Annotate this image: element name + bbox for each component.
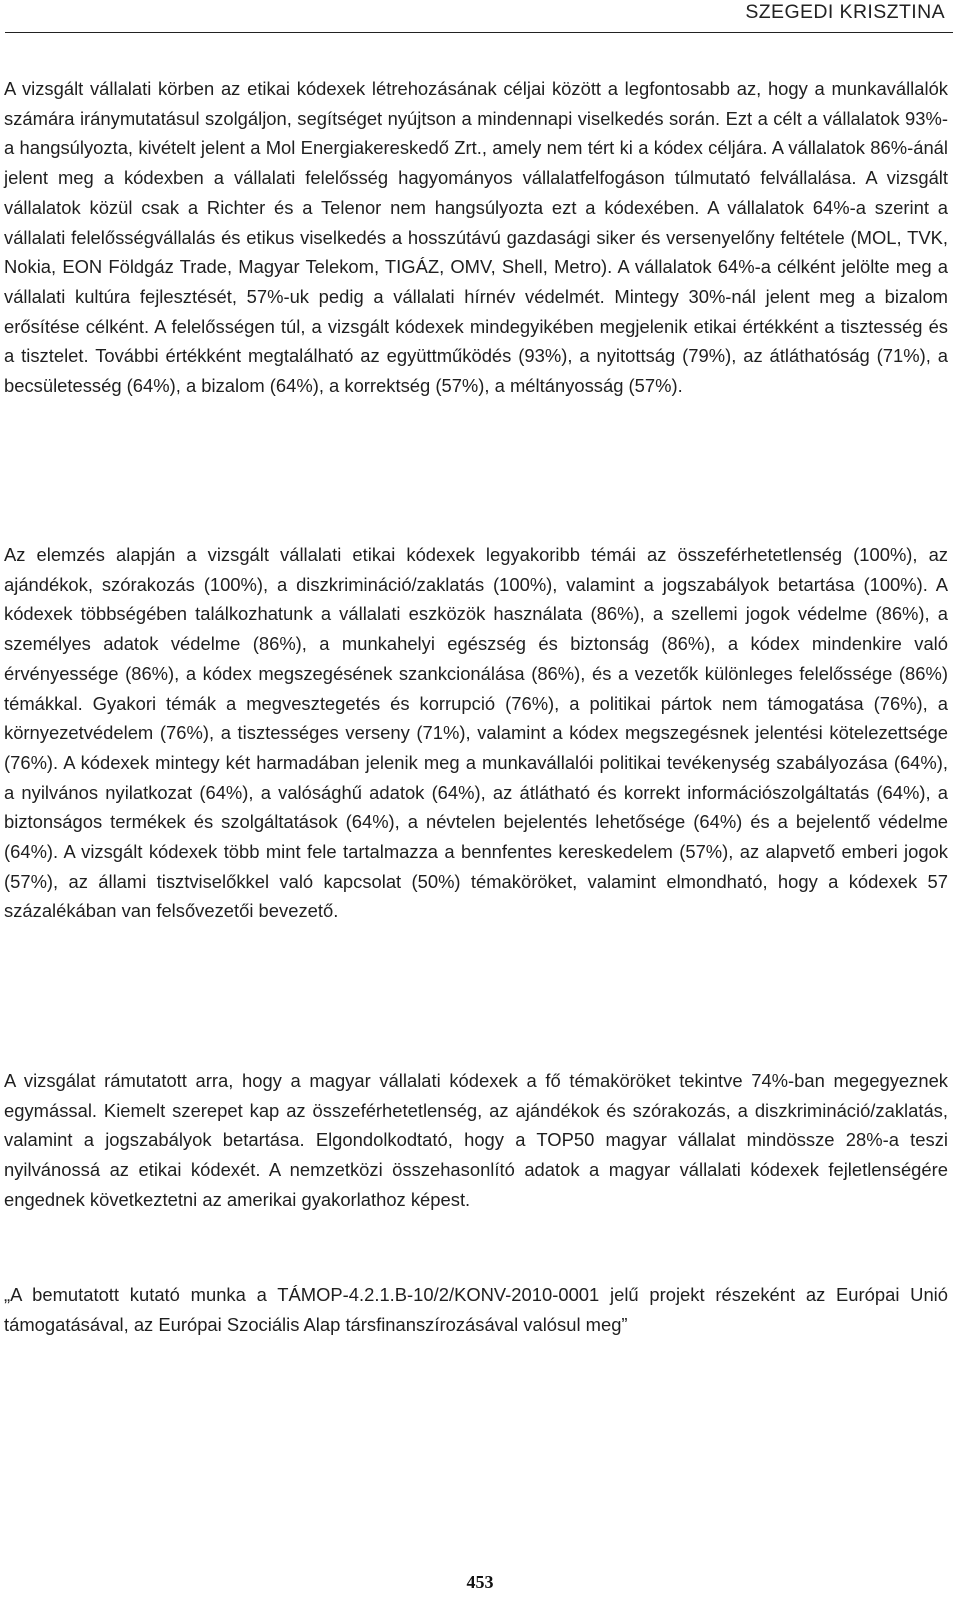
- paragraph-conclusion: A vizsgálat rámutatott arra, hogy a magyar vállalati kódexek a fő témaköröket tekintve 74%-ban megegyeznek egymással. Kiemelt szerepet kap az összeférhetetlenség, az ajándékok és szórakozás, a diszkrimináció/zaklatás, valamint a jogszabályok betartása. Elgondolkodtató, hogy a TOP50 magyar vállalat mindössze 28%-a teszi nyilvánossá az etikai kódexét. A nemzetközi összehasonlító adatok a magyar vállalati kódexek fejletlenségére engednek következtetni az amerikai gyakorlathoz képest.: [4, 1070, 948, 1210]
- paragraph-code-topics: Az elemzés alapján a vizsgált vállalati etikai kódexek legyakoribb témái az összeférhetetlenség (100%), az ajándékok, szórakozás (100%), a diszkrimináció/zaklatás (100%), valamint a jogszabályok betartása (100%). A kódexek többségében találkozhatunk a vállalati eszközök használata (86%), a szellemi jogok védelme (86%), a személyes adatok védelme (86%), a munkahelyi egészség és biztonság (86%), a kódex mindenkire való érvényessége (86%), a kódex megszegésének szankcionálása (86%), és a vezetők különleges felelőssége (86%) témákkal. Gyakori témák a megvesztegetés és korrupció (76%), a politikai pártok nem támogatása (76%), a környezetvédelem (76%), a tisztességes verseny (71%), valamint a kódex megszegésnek jelentési kötelezettsége (76%). A kódexek mintegy két harmadában jelenik meg a munkavállalói politikai tevékenység szabályozása (64%), a nyilvános nyilatkozat (64%), a valósághű adatok (64%), az átlátható és korrekt információszolgáltatás (64%), a biztonságos termékek és szolgáltatások (64%), a névtelen bejelentés lehetősége (64%) és a bejelentő védelme (64%). A vizsgált kódexek több mint fele tartalmazza a bennfentes kereskedelem (57%), az alapvető emberi jogok (57%), az állami tisztviselőkkel való kapcsolat (50%) témaköröket, valamint elmondható, hogy a kódexek 57 százalékában van felsővezetői bevezető.: [4, 544, 948, 922]
- running-header-author: SZEGEDI KRISZTINA: [745, 1, 945, 23]
- paragraph-funding-note: „A bemutatott kutató munka a TÁMOP-4.2.1.B-10/2/KONV-2010-0001 jelű projekt részeként az Európai Unió támogatásával, az Európai Szociális Alap társfinanszírozásával valósul meg”: [4, 1284, 948, 1335]
- page-number: 453: [466, 1572, 494, 1592]
- paragraph-code-goals: A vizsgált vállalati körben az etikai kódexek létrehozásának céljai között a legfontosabb az, hogy a munkavállalók számára iránymutatásul szolgáljon, segítséget nyújtson a mindennapi viselkedés során. Ezt a célt a vállalatok 93%-a hangsúlyozta, kivételt jelent a Mol Energiakereskedő Zrt., amely nem tért ki a kódex céljára. A vállalatok 86%-ánál jelent meg a kódexben a vállalati felelősség hagyományos vállalatfelfogáson túlmutató felvállalása. A vizsgált vállalatok közül csak a Richter és a Telenor nem hangsúlyozta ezt a kódexében. A vállalatok 64%-a szerint a vállalati felelősségvállalás és etikus viselkedés a hosszútávú gazdasági siker és versenyelőny feltétele (MOL, TVK, Nokia, EON Földgáz Trade, Magyar Telekom, TIGÁZ, OMV, Shell, Metro). A vállalatok 64%-a célként jelölte meg a vállalati kultúra fejlesztését, 57%-uk pedig a vállalati hírnév védelmét. Mintegy 30%-nál jelent meg a bizalom erősítése célként. A felelősségen túl, a vizsgált kódexek mindegyikében megjelenik etikai értékként a tisztesség és a tisztelet. További értékként megtalálható az együttműködés (93%), a nyitottság (79%), az átláthatóság (71%), a becsületesség (64%), a bizalom (64%), a korrektség (57%), a méltányosság (57%).: [4, 78, 948, 397]
- running-header: [5, 0, 953, 33]
